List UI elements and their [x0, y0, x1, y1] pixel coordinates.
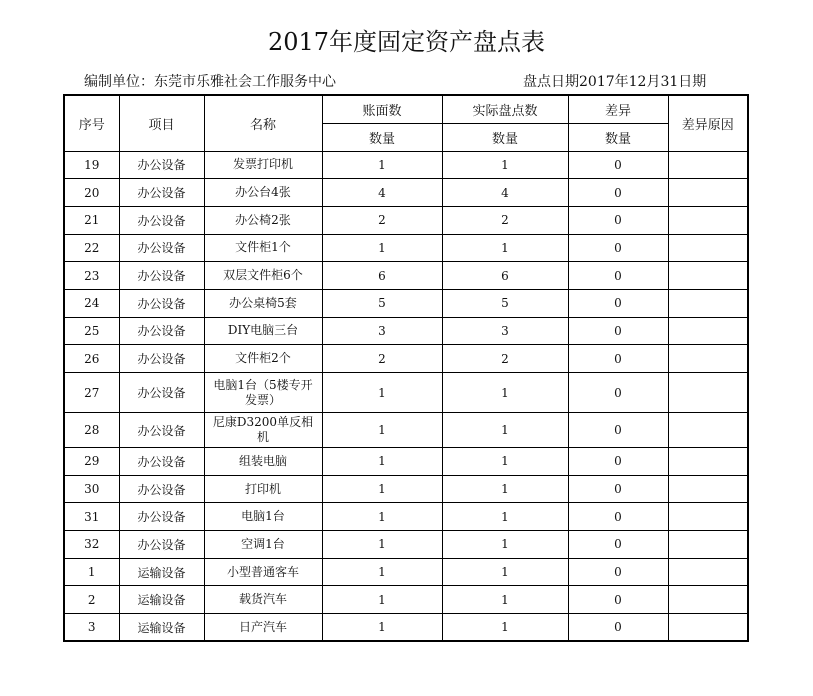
cell-name: DIY电脑三台 — [204, 317, 322, 345]
header-row — [64, 95, 748, 123]
cell-actual-qty: 1 — [442, 373, 568, 413]
header-item: 项目 — [119, 95, 204, 151]
cell-book-qty: 2 — [322, 206, 442, 234]
cell-name: 尼康D3200单反相机 — [204, 413, 322, 448]
cell-item: 办公设备 — [119, 373, 204, 413]
cell-book-qty: 1 — [322, 614, 442, 642]
cell-name: 文件柜2个 — [204, 345, 322, 373]
cell-book-qty: 1 — [322, 586, 442, 614]
cell-name: 双层文件柜6个 — [204, 262, 322, 290]
cell-item: 办公设备 — [119, 289, 204, 317]
cell-seq: 21 — [64, 206, 119, 234]
cell-item: 办公设备 — [119, 448, 204, 476]
cell-diff-qty: 0 — [568, 373, 668, 413]
cell-item: 办公设备 — [119, 413, 204, 448]
cell-seq: 24 — [64, 289, 119, 317]
cell-actual-qty: 3 — [442, 317, 568, 345]
table-row — [64, 317, 748, 345]
cell-seq: 20 — [64, 179, 119, 207]
cell-reason — [668, 448, 748, 476]
cell-item: 办公设备 — [119, 317, 204, 345]
date-label: 盘点日期2017年12月31日期 — [523, 74, 707, 90]
table-row — [64, 531, 748, 559]
cell-seq: 32 — [64, 531, 119, 559]
cell-seq: 31 — [64, 503, 119, 531]
table-row — [64, 345, 748, 373]
cell-reason — [668, 586, 748, 614]
header-qty-book: 数量 — [322, 123, 442, 151]
table-row — [64, 503, 748, 531]
cell-seq: 19 — [64, 151, 119, 179]
cell-actual-qty: 1 — [442, 475, 568, 503]
cell-name: 文件柜1个 — [204, 234, 322, 262]
cell-seq: 3 — [64, 614, 119, 642]
cell-diff-qty: 0 — [568, 558, 668, 586]
cell-seq: 22 — [64, 234, 119, 262]
cell-reason — [668, 289, 748, 317]
cell-diff-qty: 0 — [568, 614, 668, 642]
cell-seq: 2 — [64, 586, 119, 614]
cell-actual-qty: 2 — [442, 206, 568, 234]
cell-diff-qty: 0 — [568, 475, 668, 503]
header-qty-actual: 数量 — [442, 123, 568, 151]
cell-reason — [668, 206, 748, 234]
page-title: 2017年度固定资产盘点表 — [267, 28, 546, 56]
cell-actual-qty: 1 — [442, 614, 568, 642]
cell-actual-qty: 1 — [442, 151, 568, 179]
cell-diff-qty: 0 — [568, 289, 668, 317]
unit-label: 编制单位：东莞市乐雅社会工作服务中心 — [84, 74, 336, 90]
cell-diff-qty: 0 — [568, 234, 668, 262]
table-row — [64, 179, 748, 207]
cell-item: 办公设备 — [119, 179, 204, 207]
cell-book-qty: 3 — [322, 317, 442, 345]
cell-reason — [668, 179, 748, 207]
cell-reason — [668, 373, 748, 413]
cell-diff-qty: 0 — [568, 531, 668, 559]
cell-actual-qty: 1 — [442, 503, 568, 531]
asset-table — [63, 94, 749, 642]
cell-reason — [668, 503, 748, 531]
cell-name: 发票打印机 — [204, 151, 322, 179]
cell-reason — [668, 558, 748, 586]
cell-diff-qty: 0 — [568, 586, 668, 614]
cell-item: 办公设备 — [119, 345, 204, 373]
cell-item: 运输设备 — [119, 614, 204, 642]
cell-name: 电脑1台 — [204, 503, 322, 531]
cell-item: 办公设备 — [119, 531, 204, 559]
cell-book-qty: 1 — [322, 373, 442, 413]
cell-actual-qty: 1 — [442, 448, 568, 476]
cell-diff-qty: 0 — [568, 262, 668, 290]
cell-book-qty: 1 — [322, 503, 442, 531]
cell-seq: 27 — [64, 373, 119, 413]
cell-actual-qty: 1 — [442, 413, 568, 448]
cell-diff-qty: 0 — [568, 413, 668, 448]
table-row — [64, 586, 748, 614]
cell-book-qty: 5 — [322, 289, 442, 317]
cell-book-qty: 1 — [322, 558, 442, 586]
cell-book-qty: 1 — [322, 413, 442, 448]
cell-name: 空调1台 — [204, 531, 322, 559]
cell-seq: 29 — [64, 448, 119, 476]
cell-reason — [668, 262, 748, 290]
cell-actual-qty: 1 — [442, 531, 568, 559]
cell-name: 日产汽车 — [204, 614, 322, 642]
cell-actual-qty: 1 — [442, 586, 568, 614]
cell-item: 运输设备 — [119, 586, 204, 614]
cell-item: 办公设备 — [119, 262, 204, 290]
cell-reason — [668, 345, 748, 373]
table-row — [64, 413, 748, 448]
cell-item: 办公设备 — [119, 475, 204, 503]
cell-name: 载货汽车 — [204, 586, 322, 614]
cell-actual-qty: 2 — [442, 345, 568, 373]
table-row — [64, 475, 748, 503]
cell-diff-qty: 0 — [568, 503, 668, 531]
cell-seq: 23 — [64, 262, 119, 290]
cell-name: 组装电脑 — [204, 448, 322, 476]
header-qty-diff: 数量 — [568, 123, 668, 151]
cell-reason — [668, 151, 748, 179]
cell-seq: 28 — [64, 413, 119, 448]
cell-item: 办公设备 — [119, 503, 204, 531]
cell-book-qty: 2 — [322, 345, 442, 373]
cell-diff-qty: 0 — [568, 345, 668, 373]
cell-book-qty: 6 — [322, 262, 442, 290]
header-actual: 实际盘点数 — [442, 95, 568, 123]
cell-actual-qty: 1 — [442, 234, 568, 262]
header-seq: 序号 — [64, 95, 119, 151]
cell-book-qty: 1 — [322, 234, 442, 262]
cell-book-qty: 1 — [322, 151, 442, 179]
cell-item: 办公设备 — [119, 234, 204, 262]
cell-book-qty: 4 — [322, 179, 442, 207]
cell-seq: 30 — [64, 475, 119, 503]
table-body — [64, 151, 748, 641]
cell-item: 办公设备 — [119, 206, 204, 234]
cell-book-qty: 1 — [322, 448, 442, 476]
table-row — [64, 373, 748, 413]
cell-seq: 26 — [64, 345, 119, 373]
table-row — [64, 206, 748, 234]
cell-book-qty: 1 — [322, 475, 442, 503]
cell-actual-qty: 6 — [442, 262, 568, 290]
cell-name: 电脑1台（5楼专开发票） — [204, 373, 322, 413]
cell-diff-qty: 0 — [568, 179, 668, 207]
cell-diff-qty: 0 — [568, 317, 668, 345]
cell-name: 打印机 — [204, 475, 322, 503]
cell-seq: 25 — [64, 317, 119, 345]
cell-reason — [668, 317, 748, 345]
cell-diff-qty: 0 — [568, 206, 668, 234]
cell-name: 办公椅2张 — [204, 206, 322, 234]
cell-diff-qty: 0 — [568, 448, 668, 476]
cell-actual-qty: 5 — [442, 289, 568, 317]
cell-name: 办公台4张 — [204, 179, 322, 207]
table-row — [64, 151, 748, 179]
table-row — [64, 289, 748, 317]
header-diff: 差异 — [568, 95, 668, 123]
cell-diff-qty: 0 — [568, 151, 668, 179]
cell-name: 办公桌椅5套 — [204, 289, 322, 317]
cell-reason — [668, 475, 748, 503]
cell-reason — [668, 234, 748, 262]
table-row — [64, 558, 748, 586]
cell-book-qty: 1 — [322, 531, 442, 559]
cell-item: 办公设备 — [119, 151, 204, 179]
header-name: 名称 — [204, 95, 322, 151]
header-book: 账面数 — [322, 95, 442, 123]
cell-reason — [668, 531, 748, 559]
table-row — [64, 614, 748, 642]
table-row — [64, 234, 748, 262]
table-row — [64, 262, 748, 290]
cell-reason — [668, 614, 748, 642]
table-row — [64, 448, 748, 476]
cell-reason — [668, 413, 748, 448]
cell-seq: 1 — [64, 558, 119, 586]
cell-name: 小型普通客车 — [204, 558, 322, 586]
cell-actual-qty: 1 — [442, 558, 568, 586]
cell-actual-qty: 4 — [442, 179, 568, 207]
header-reason: 差异原因 — [668, 95, 748, 151]
cell-item: 运输设备 — [119, 558, 204, 586]
